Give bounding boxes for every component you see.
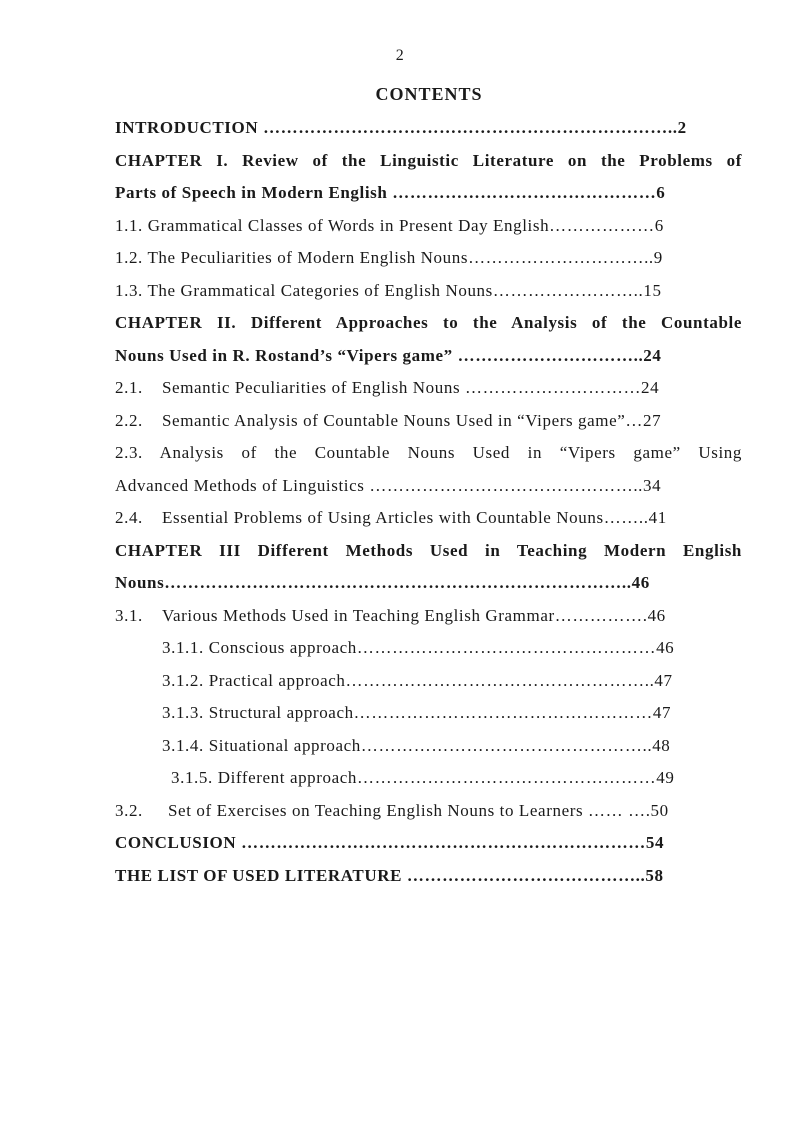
- section-title: Semantic Peculiarities of English Nouns …………………………24: [162, 378, 660, 397]
- toc-section-3-1: [115, 600, 742, 633]
- toc-chapter-3-line-1: CHAPTER III Different Methods Used in Teaching Modern English: [115, 540, 742, 560]
- toc-chapter-1-line-1: CHAPTER I. Review of the Linguistic Literature on the Problems of: [115, 150, 742, 170]
- toc-subsection-3-1-1: 3.1.1. Conscious approach……………………………………………46: [162, 638, 675, 657]
- section-number: 2.4.: [115, 508, 143, 527]
- section-number: 3.1.: [115, 605, 143, 625]
- table-of-contents: [115, 112, 742, 892]
- toc-section-2-1: [115, 372, 742, 405]
- section-title: Essential Problems of Using Articles with Countable Nouns……..41: [162, 508, 667, 527]
- toc-subsection-3-1-4: 3.1.4. Situational approach…………………………………………..48: [162, 735, 671, 755]
- toc-literature: THE LIST OF USED LITERATURE …………………………………..58: [115, 865, 664, 885]
- toc-chapter-3-line-2: Nouns……………………………………………………………………..46: [115, 573, 650, 592]
- section-number: 2.2.: [115, 410, 143, 430]
- toc-subsection-3-1-2: 3.1.2. Practical approach……………………………………………..47: [162, 670, 673, 690]
- section-number: 3.2.: [115, 800, 143, 820]
- section-title: Set of Exercises on Teaching English Nouns to Learners …… ….50: [168, 800, 669, 820]
- toc-introduction: INTRODUCTION ……………………………………………………………..2: [115, 118, 687, 137]
- toc-chapter-2-line-1: CHAPTER II. Different Approaches to the Analysis of the Countable: [115, 313, 742, 332]
- toc-section-2-2: [115, 405, 742, 438]
- section-number: 2.1.: [115, 378, 143, 397]
- page-title: CONTENTS: [375, 84, 483, 104]
- toc-section-1-3: 1.3. The Grammatical Categories of English Nouns……………………..15: [115, 280, 662, 300]
- toc-section-2-3-line-2: Advanced Methods of Linguistics ………………………………………..34: [115, 475, 662, 495]
- section-title: Various Methods Used in Teaching English Grammar…………….46: [162, 605, 666, 625]
- toc-section-2-3-line-1: 2.3. Analysis of the Countable Nouns Used in “Vipers game” Using: [115, 443, 742, 462]
- toc-chapter-2-line-2: Nouns Used in R. Rostand’s “Vipers game” …………………………..24: [115, 345, 662, 365]
- toc-subsection-3-1-5: 3.1.5. Different approach……………………………………………49: [171, 768, 675, 787]
- toc-section-1-1: 1.1. Grammatical Classes of Words in Present Day English………………6: [115, 215, 664, 235]
- page-number: 2: [395, 47, 405, 64]
- section-title: Semantic Analysis of Countable Nouns Used in “Vipers game”…27: [162, 410, 662, 430]
- toc-chapter-1-line-2: Parts of Speech in Modern English ………………………………………6: [115, 183, 666, 202]
- toc-section-3-2: [115, 795, 742, 828]
- toc-section-2-4: [115, 502, 742, 535]
- toc-section-1-2: 1.2. The Peculiarities of Modern English Nouns…………………………..9: [115, 248, 663, 267]
- toc-subsection-3-1-3: 3.1.3. Structural approach……………………………………………47: [162, 703, 672, 722]
- toc-conclusion: CONCLUSION ……………………………………………………………54: [115, 833, 665, 852]
